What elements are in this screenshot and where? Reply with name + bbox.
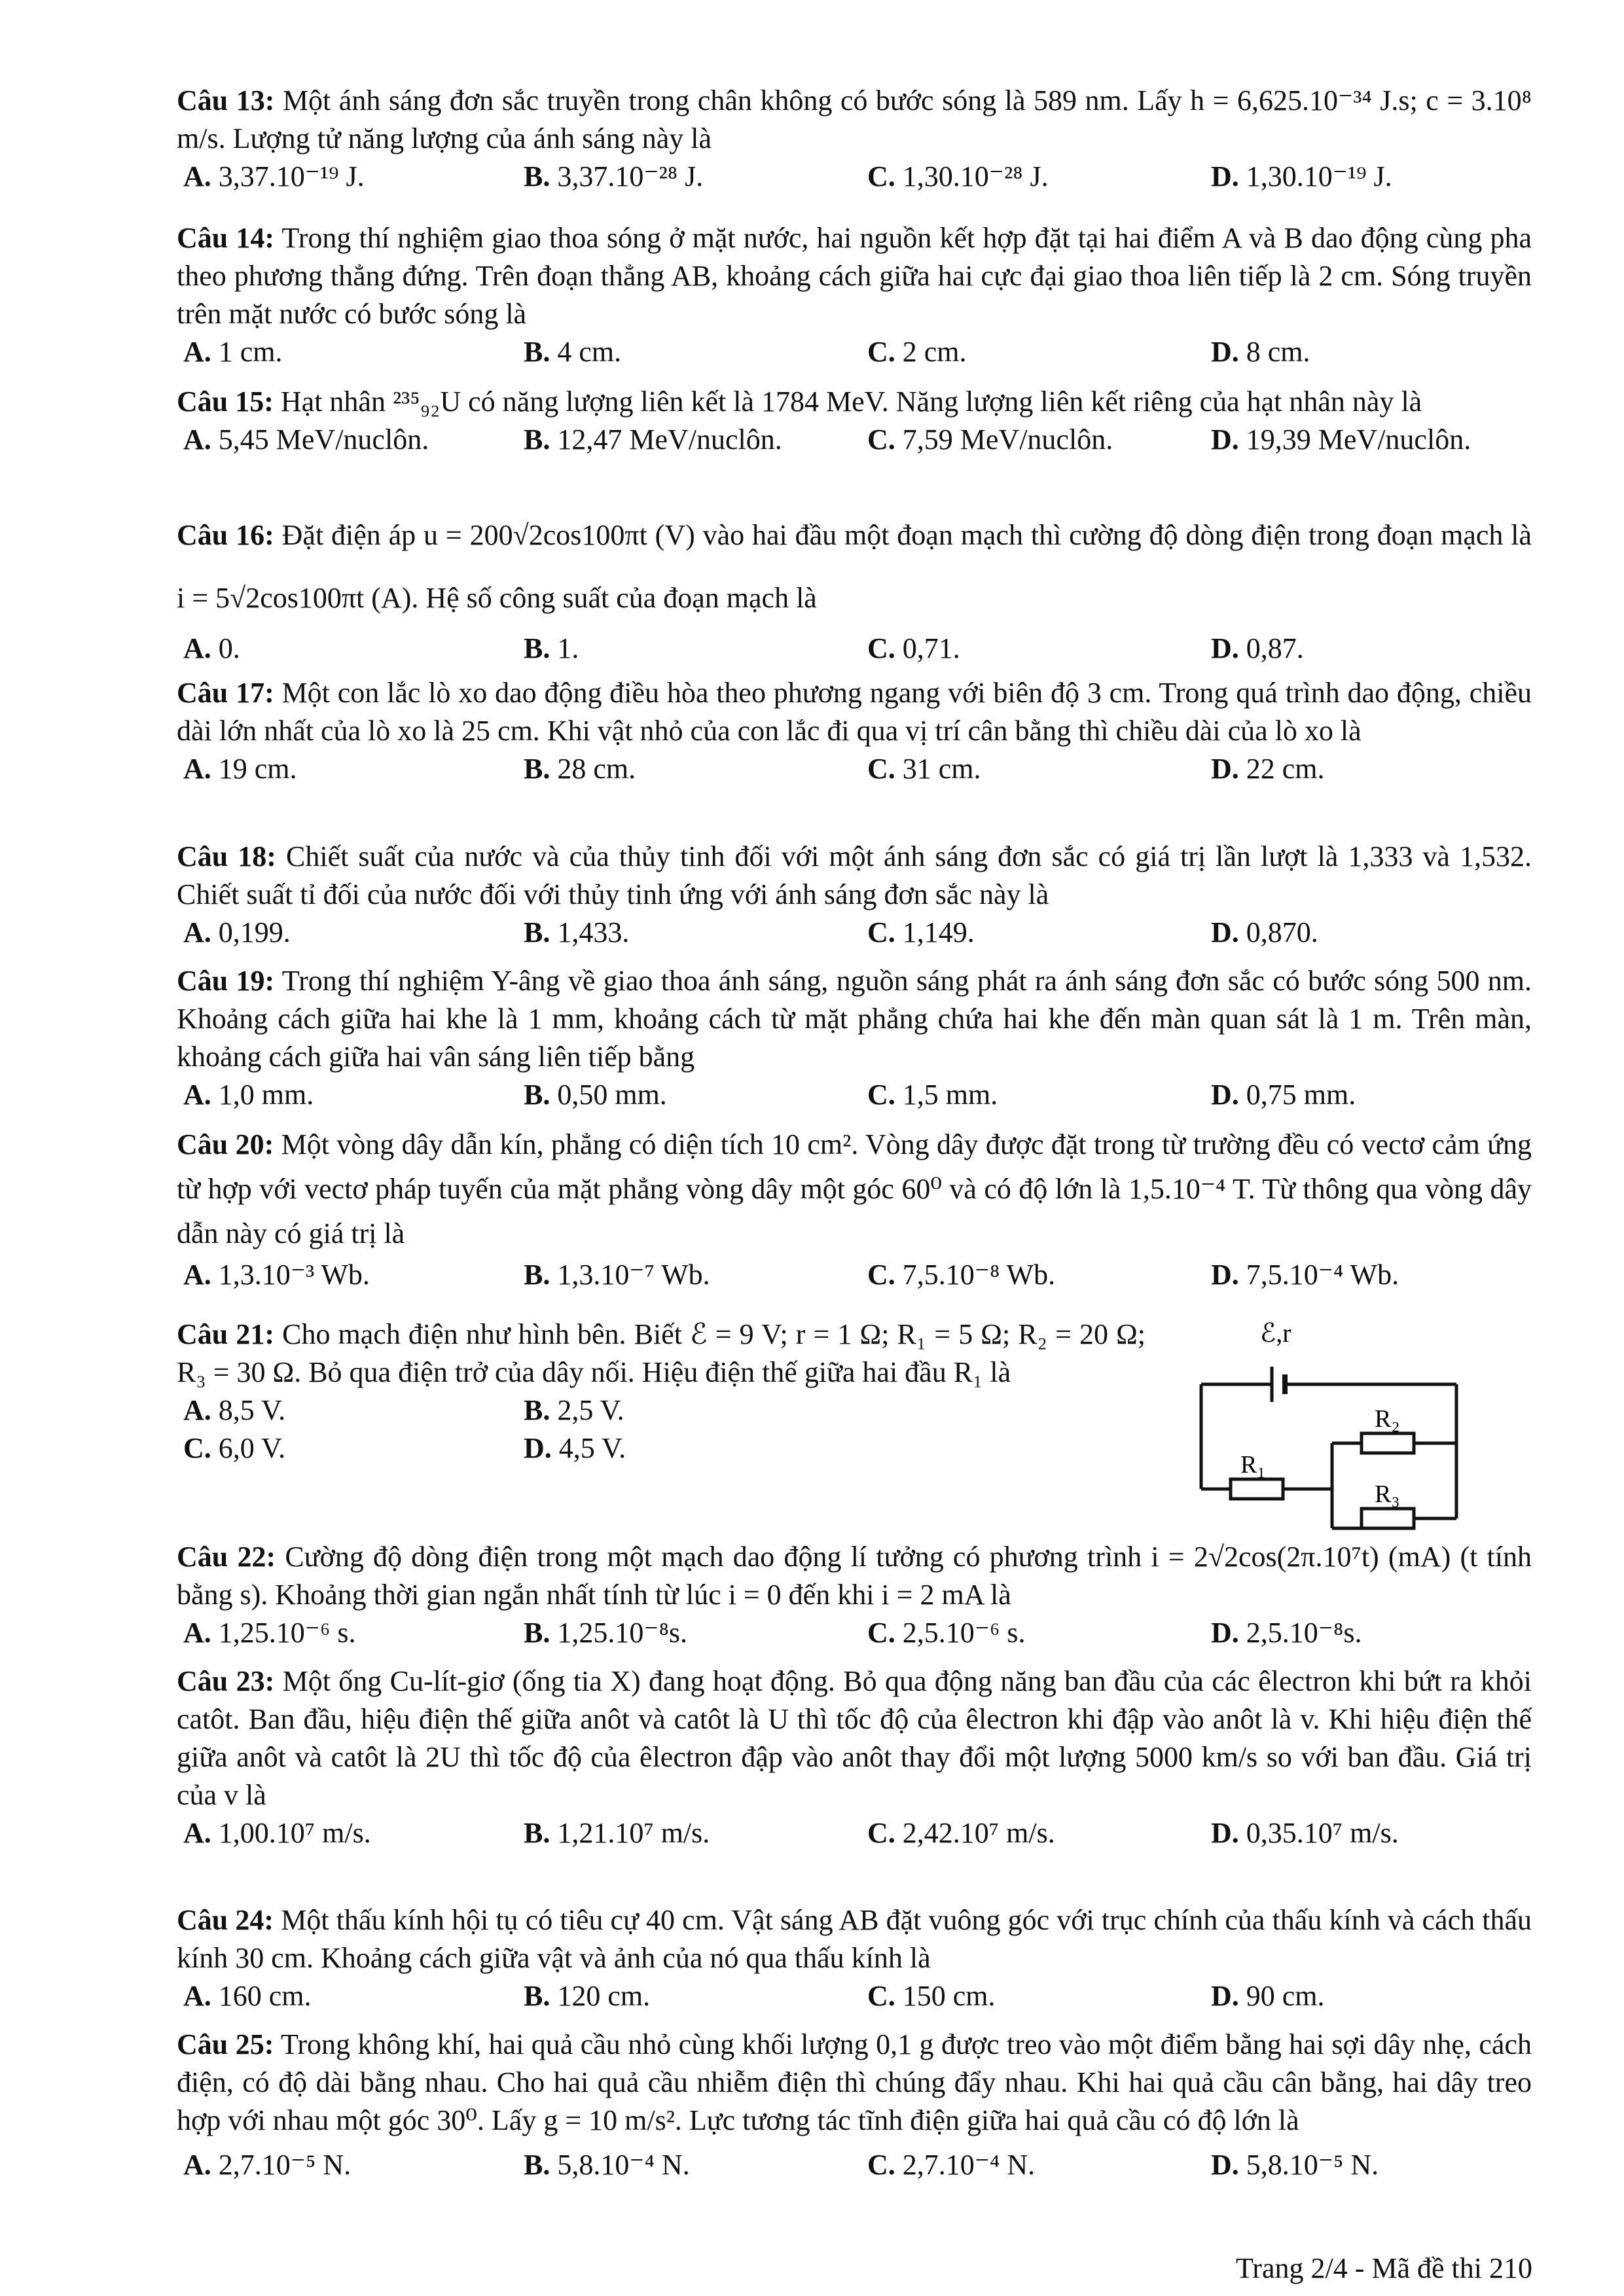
option-d: D. 0,75 mm. (1211, 1079, 1356, 1111)
option-c: C. 2,7.10⁻⁴ N. (867, 2149, 1036, 2181)
question-stem: Câu 21: Cho mạch điện như hình bên. Biết ℰ = 9 V; r = 1 Ω; R₁ = 5 Ω; R₂ = 20 Ω; R₃ = 30 Ω. Bỏ qua điện trở của dây nối. Hiệu điện thế giữa hai đầu R₁ là (177, 1318, 1146, 1388)
option-c: C. 150 cm. (867, 1980, 996, 2012)
question-25 (177, 2026, 1532, 2184)
option-b: B. 5,8.10⁻⁴ N. (524, 2149, 690, 2181)
option-d: D. 90 cm. (1211, 1980, 1325, 2012)
options-row (177, 2146, 1532, 2184)
question-19 (177, 962, 1532, 1114)
question-20 (177, 1122, 1532, 1294)
options-row (177, 1814, 1532, 1852)
option-a: A. 1,0 mm. (183, 1079, 314, 1111)
options-row (177, 750, 1532, 788)
options-row (177, 1429, 766, 1467)
option-d: D. 8 cm. (1211, 336, 1310, 368)
option-a: A. 1 cm. (183, 336, 283, 368)
option-a: A. 2,7.10⁻⁵ N. (183, 2149, 352, 2181)
option-d: D. 0,870. (1211, 916, 1318, 948)
circuit-diagram (1182, 1316, 1470, 1532)
question-stem: Câu 25: Trong không khí, hai quả cầu nhỏ cùng khối lượng 0,1 g được treo vào một điểm bằng hai sợi dây nhẹ, cách điện, có độ dài bằng nhau. Cho hai quả cầu nhiễm điện thì chúng đẩy nhau. Khi hai quả cầu cân bằng, hai dây treo hợp với nhau một góc 30⁰. Lấy g = 10 m/s². Lực tương tác tĩnh điện giữa hai quả cầu có độ lớn là (177, 2028, 1532, 2136)
question-17 (177, 674, 1532, 788)
option-b: B. 3,37.10⁻²⁸ J. (524, 160, 704, 192)
question-stem: Câu 15: Hạt nhân ²³⁵₉₂U có năng lượng liên kết là 1784 MeV. Năng lượng liên kết riêng của hạt nhân này là (177, 386, 1422, 418)
option-d: D. 4,5 V. (524, 1432, 626, 1464)
question-stem: Câu 14: Trong thí nghiệm giao thoa sóng ở mặt nước, hai nguồn kết hợp đặt tại hai điểm A và B dao động cùng pha theo phương thẳng đứng. Trên đoạn thẳng AB, khoảng cách giữa hai cực đại giao thoa liên tiếp là 2 cm. Sóng truyền trên mặt nước có bước sóng là (177, 222, 1532, 330)
r3-label: R₃ (1375, 1480, 1400, 1508)
option-b: B. 1,25.10⁻⁸s. (524, 1617, 688, 1649)
option-d: D. 0,35.10⁷ m/s. (1211, 1817, 1399, 1849)
option-a: A. 0. (183, 632, 240, 664)
option-b: B. 1,3.10⁻⁷ Wb. (524, 1259, 710, 1291)
option-d: D. 5,8.10⁻⁵ N. (1211, 2149, 1379, 2181)
options-row (177, 1391, 766, 1429)
option-c: C. 1,5 mm. (867, 1079, 998, 1111)
r1-label: R₁ (1240, 1451, 1266, 1479)
question-stem: Câu 18: Chiết suất của nước và của thủy tinh đối với một ánh sáng đơn sắc có giá trị lần lượt là 1,333 và 1,532. Chiết suất tỉ đối của nước đối với thủy tinh ứng với ánh sáng đơn sắc này là (177, 840, 1532, 910)
resistor-r3 (1362, 1509, 1414, 1528)
option-b: B. 1,21.10⁷ m/s. (524, 1817, 710, 1849)
question-stem: Câu 19: Trong thí nghiệm Y-âng về giao thoa ánh sáng, nguồn sáng phát ra ánh sáng đơn sắc có bước sóng 500 nm. Khoảng cách giữa hai khe là 1 mm, khoảng cách từ mặt phẳng chứa hai khe đến màn quan sát là 1 m. Trên màn, khoảng cách giữa hai vân sáng liên tiếp bằng (177, 965, 1532, 1073)
option-b: B. 1,433. (524, 916, 630, 948)
resistor-r2 (1362, 1433, 1414, 1453)
page-footer: Trang 2/4 - Mã đề thi 210 (1235, 2252, 1532, 2284)
question-13 (177, 82, 1532, 196)
question-stem: Câu 24: Một thấu kính hội tụ có tiêu cự 40 cm. Vật sáng AB đặt vuông góc với trục chính của thấu kính và cách thấu kính 30 cm. Khoảng cách giữa vật và ảnh của nó qua thấu kính là (177, 1904, 1532, 1974)
option-c: C. 31 cm. (867, 753, 981, 785)
options-row (177, 1614, 1532, 1652)
options-row (177, 914, 1532, 952)
option-a: A. 160 cm. (183, 1980, 312, 2012)
option-b: B. 12,47 MeV/nuclôn. (524, 423, 782, 456)
options-row (177, 1076, 1532, 1114)
option-c: C. 0,71. (867, 632, 960, 664)
question-stem: Câu 22: Cường độ dòng điện trong một mạch dao động lí tưởng có phương trình i = 2√2cos(2π.10⁷t) (mA) (t tính bằng s). Khoảng thời gian ngắn nhất tính từ lúc i = 0 đến khi i = 2 mA là (177, 1541, 1532, 1611)
option-c: C. 6,0 V. (183, 1432, 286, 1464)
options-row (177, 421, 1532, 459)
question-stem: Câu 16: Đặt điện áp u = 200√2cos100πt (V) vào hai đầu một đoạn mạch thì cường độ dòng điện trong đoạn mạch là i = 5√2cos100πt (A). Hệ số công suất của đoạn mạch là (177, 519, 1532, 614)
option-c: C. 1,149. (867, 916, 975, 948)
option-b: B. 2,5 V. (524, 1394, 624, 1426)
question-stem: Câu 13: Một ánh sáng đơn sắc truyền trong chân không có bước sóng là 589 nm. Lấy h = 6,625.10⁻³⁴ J.s; c = 3.10⁸ m/s. Lượng tử năng lượng của ánh sáng này là (177, 84, 1532, 154)
option-a: A. 3,37.10⁻¹⁹ J. (183, 160, 365, 192)
option-b: B. 1. (524, 632, 579, 664)
option-b: B. 28 cm. (524, 753, 636, 785)
option-d: D. 1,30.10⁻¹⁹ J. (1211, 160, 1392, 192)
option-a: A. 1,00.10⁷ m/s. (183, 1817, 371, 1849)
option-d: D. 0,87. (1211, 632, 1304, 664)
option-c: C. 7,59 MeV/nuclôn. (867, 423, 1113, 456)
option-a: A. 0,199. (183, 916, 291, 948)
option-c: C. 7,5.10⁻⁸ Wb. (867, 1259, 1056, 1291)
resistor-r1 (1231, 1479, 1283, 1499)
option-d: D. 7,5.10⁻⁴ Wb. (1211, 1259, 1399, 1291)
option-a: A. 5,45 MeV/nuclôn. (183, 423, 429, 456)
option-d: D. 2,5.10⁻⁸s. (1211, 1617, 1362, 1649)
option-a: A. 1,3.10⁻³ Wb. (183, 1259, 370, 1291)
option-a: A. 1,25.10⁻⁶ s. (183, 1617, 356, 1649)
source-label: ℰ,r (1260, 1318, 1291, 1348)
r2-label: R₂ (1375, 1405, 1400, 1433)
options-row (177, 158, 1532, 196)
options-row (177, 630, 1532, 668)
option-c: C. 2,5.10⁻⁶ s. (867, 1617, 1026, 1649)
option-c: C. 1,30.10⁻²⁸ J. (867, 160, 1049, 192)
option-d: D. 19,39 MeV/nuclôn. (1211, 423, 1471, 456)
question-stem: Câu 23: Một ống Cu-lít-giơ (ống tia X) đang hoạt động. Bỏ qua động năng ban đầu của các êlectron khi bứt ra khỏi catôt. Ban đầu, hiệu điện thế giữa anôt và catôt là U thì tốc độ của êlectron khi đập vào anôt là v. Khi hiệu điện thế giữa anôt và catôt là 2U thì tốc độ của êlectron đập vào anôt thay đổi một lượng 5000 km/s so với ban đầu. Giá trị của v là (177, 1665, 1532, 1811)
question-stem: Câu 17: Một con lắc lò xo dao động điều hòa theo phương ngang với biên độ 3 cm. Trong quá trình dao động, chiều dài lớn nhất của lò xo là 25 cm. Khi vật nhỏ của con lắc đi qua vị trí cân bằng thì chiều dài của lò xo là (177, 677, 1532, 747)
question-24 (177, 1901, 1532, 2015)
question-stem: Câu 20: Một vòng dây dẫn kín, phẳng có diện tích 10 cm². Vòng dây được đặt trong từ trường đều có vectơ cảm ứng từ hợp với vectơ pháp tuyến của mặt phẳng vòng dây một góc 60⁰ và có độ lớn là 1,5.10⁻⁴ T. Từ thông qua vòng dây dẫn này có giá trị là (177, 1128, 1532, 1249)
question-18 (177, 838, 1532, 952)
option-b: B. 4 cm. (524, 336, 622, 368)
option-a: A. 8,5 V. (183, 1394, 286, 1426)
question-22 (177, 1538, 1532, 1652)
question-16 (177, 504, 1532, 668)
option-b: B. 0,50 mm. (524, 1079, 667, 1111)
option-c: C. 2,42.10⁷ m/s. (867, 1817, 1055, 1849)
option-d: D. 22 cm. (1211, 753, 1325, 785)
options-row (177, 1256, 1532, 1294)
question-14 (177, 219, 1532, 371)
option-c: C. 2 cm. (867, 336, 967, 368)
option-a: A. 19 cm. (183, 753, 297, 785)
option-b: B. 120 cm. (524, 1980, 651, 2012)
options-row (177, 333, 1532, 371)
options-row (177, 1977, 1532, 2015)
question-23 (177, 1662, 1532, 1852)
question-15 (177, 383, 1532, 459)
